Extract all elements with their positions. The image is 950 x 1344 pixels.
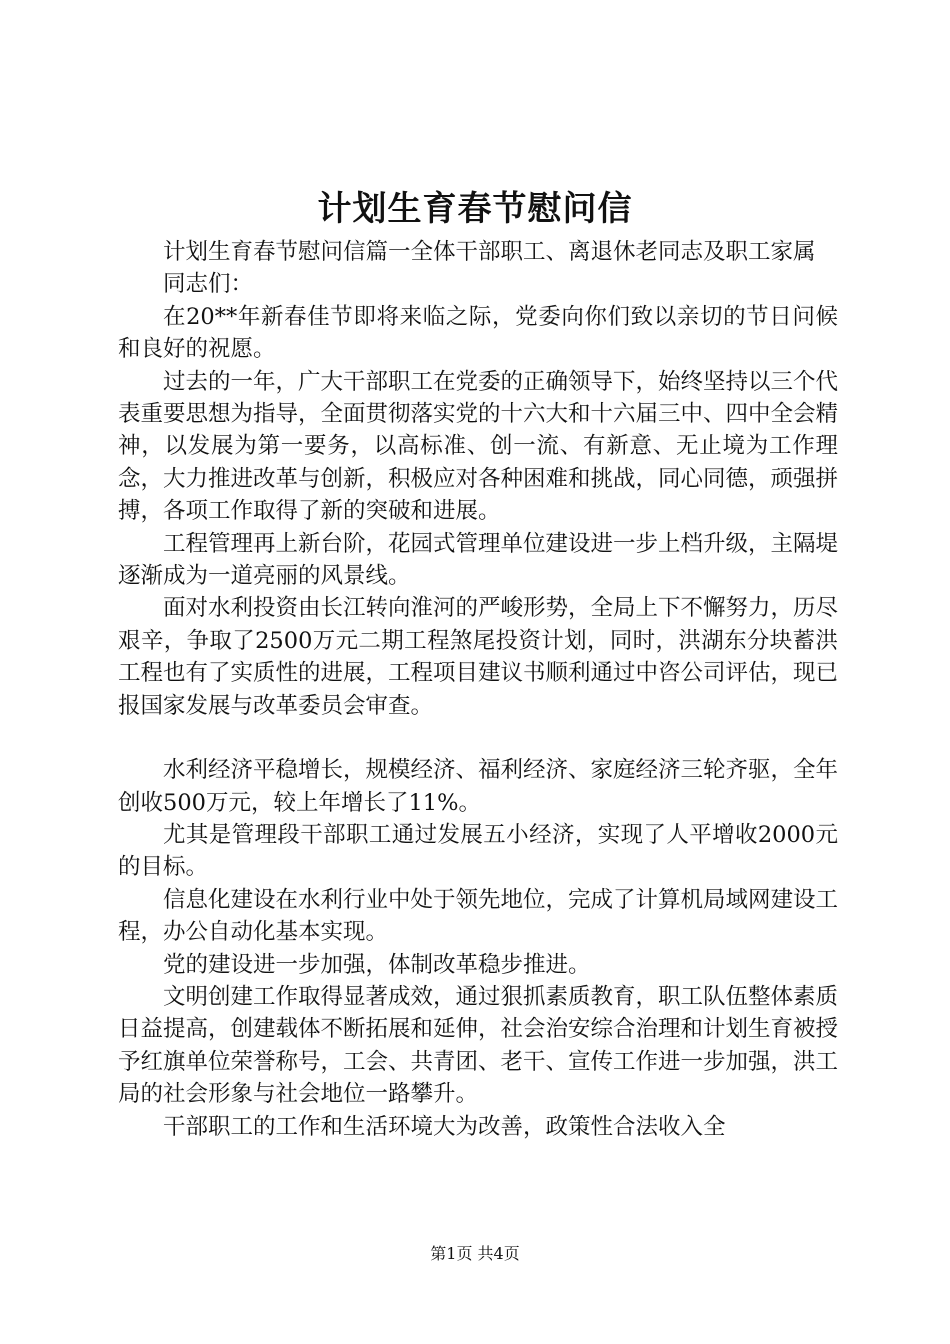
paragraph-informatization: 信息化建设在水利行业中处于领先地位，完成了计算机局域网建设工程，办公自动化基本实现。 (118, 886, 839, 946)
paragraph-investment: 面对水利投资由长江转向淮河的严峻形势，全局上下不懈努力，历尽艰辛，争取了2500万元二期工程煞尾投资计划，同时，洪湖东分块蓄洪工程也有了实质性的进展，工程项目建议书顺利通过中咨公司评估，现已报国家发展与改革委员会审查。 (118, 595, 839, 719)
paragraph-engineering: 工程管理再上新台阶，花园式管理单位建设进一步上档升级，主隔堤逐渐成为一道亮丽的风景线。 (118, 530, 839, 590)
document-body (118, 236, 838, 1143)
paragraph-income: 尤其是管理段干部职工通过发展五小经济，实现了人平增收2000元的目标。 (118, 821, 838, 881)
page-number-footer: 第1页 共4页 (430, 1244, 520, 1263)
paragraph-civilization: 文明创建工作取得显著成效，通过狠抓素质教育，职工队伍整体素质日益提高，创建载体不断拓展和延伸，社会治安综合治理和计划生育被授予红旗单位荣誉称号，工会、共青团、老干、宣传工作进一步加强，洪工局的社会形象与社会地位一路攀升。 (118, 983, 839, 1108)
paragraph-party-building: 党的建设进一步加强，体制改革稳步推进。 (163, 951, 591, 978)
paragraph-salutation: 同志们： (163, 271, 254, 298)
paragraph-environment: 干部职工的工作和生活环境大为改善，政策性合法收入全 (163, 1113, 726, 1140)
paragraph-greeting: 在20**年新春佳节即将来临之际，党委向你们致以亲切的节日问候和良好的祝愿。 (118, 303, 838, 363)
paragraph-economy: 水利经济平稳增长，规模经济、福利经济、家庭经济三轮齐驱，全年创收500万元，较上年增长了11%。 (118, 757, 839, 816)
paragraph-review: 过去的一年，广大干部职工在党委的正确领导下，始终坚持以三个代表重要思想为指导，全面贯彻落实党的十六大和十六届三中、四中全会精神，以发展为第一要务，以高标准、创一流、有新意、无止境为工作理念，大力推进改革与创新，积极应对各种困难和挑战，同心同德，顽强拼搏，各项工作取得了新的突破和进展。 (118, 368, 839, 525)
paragraph-heading: 计划生育春节慰问信篇一全体干部职工、离退休老同志及职工家属 (163, 239, 816, 265)
document-title: 计划生育春节慰问信 (317, 189, 633, 229)
